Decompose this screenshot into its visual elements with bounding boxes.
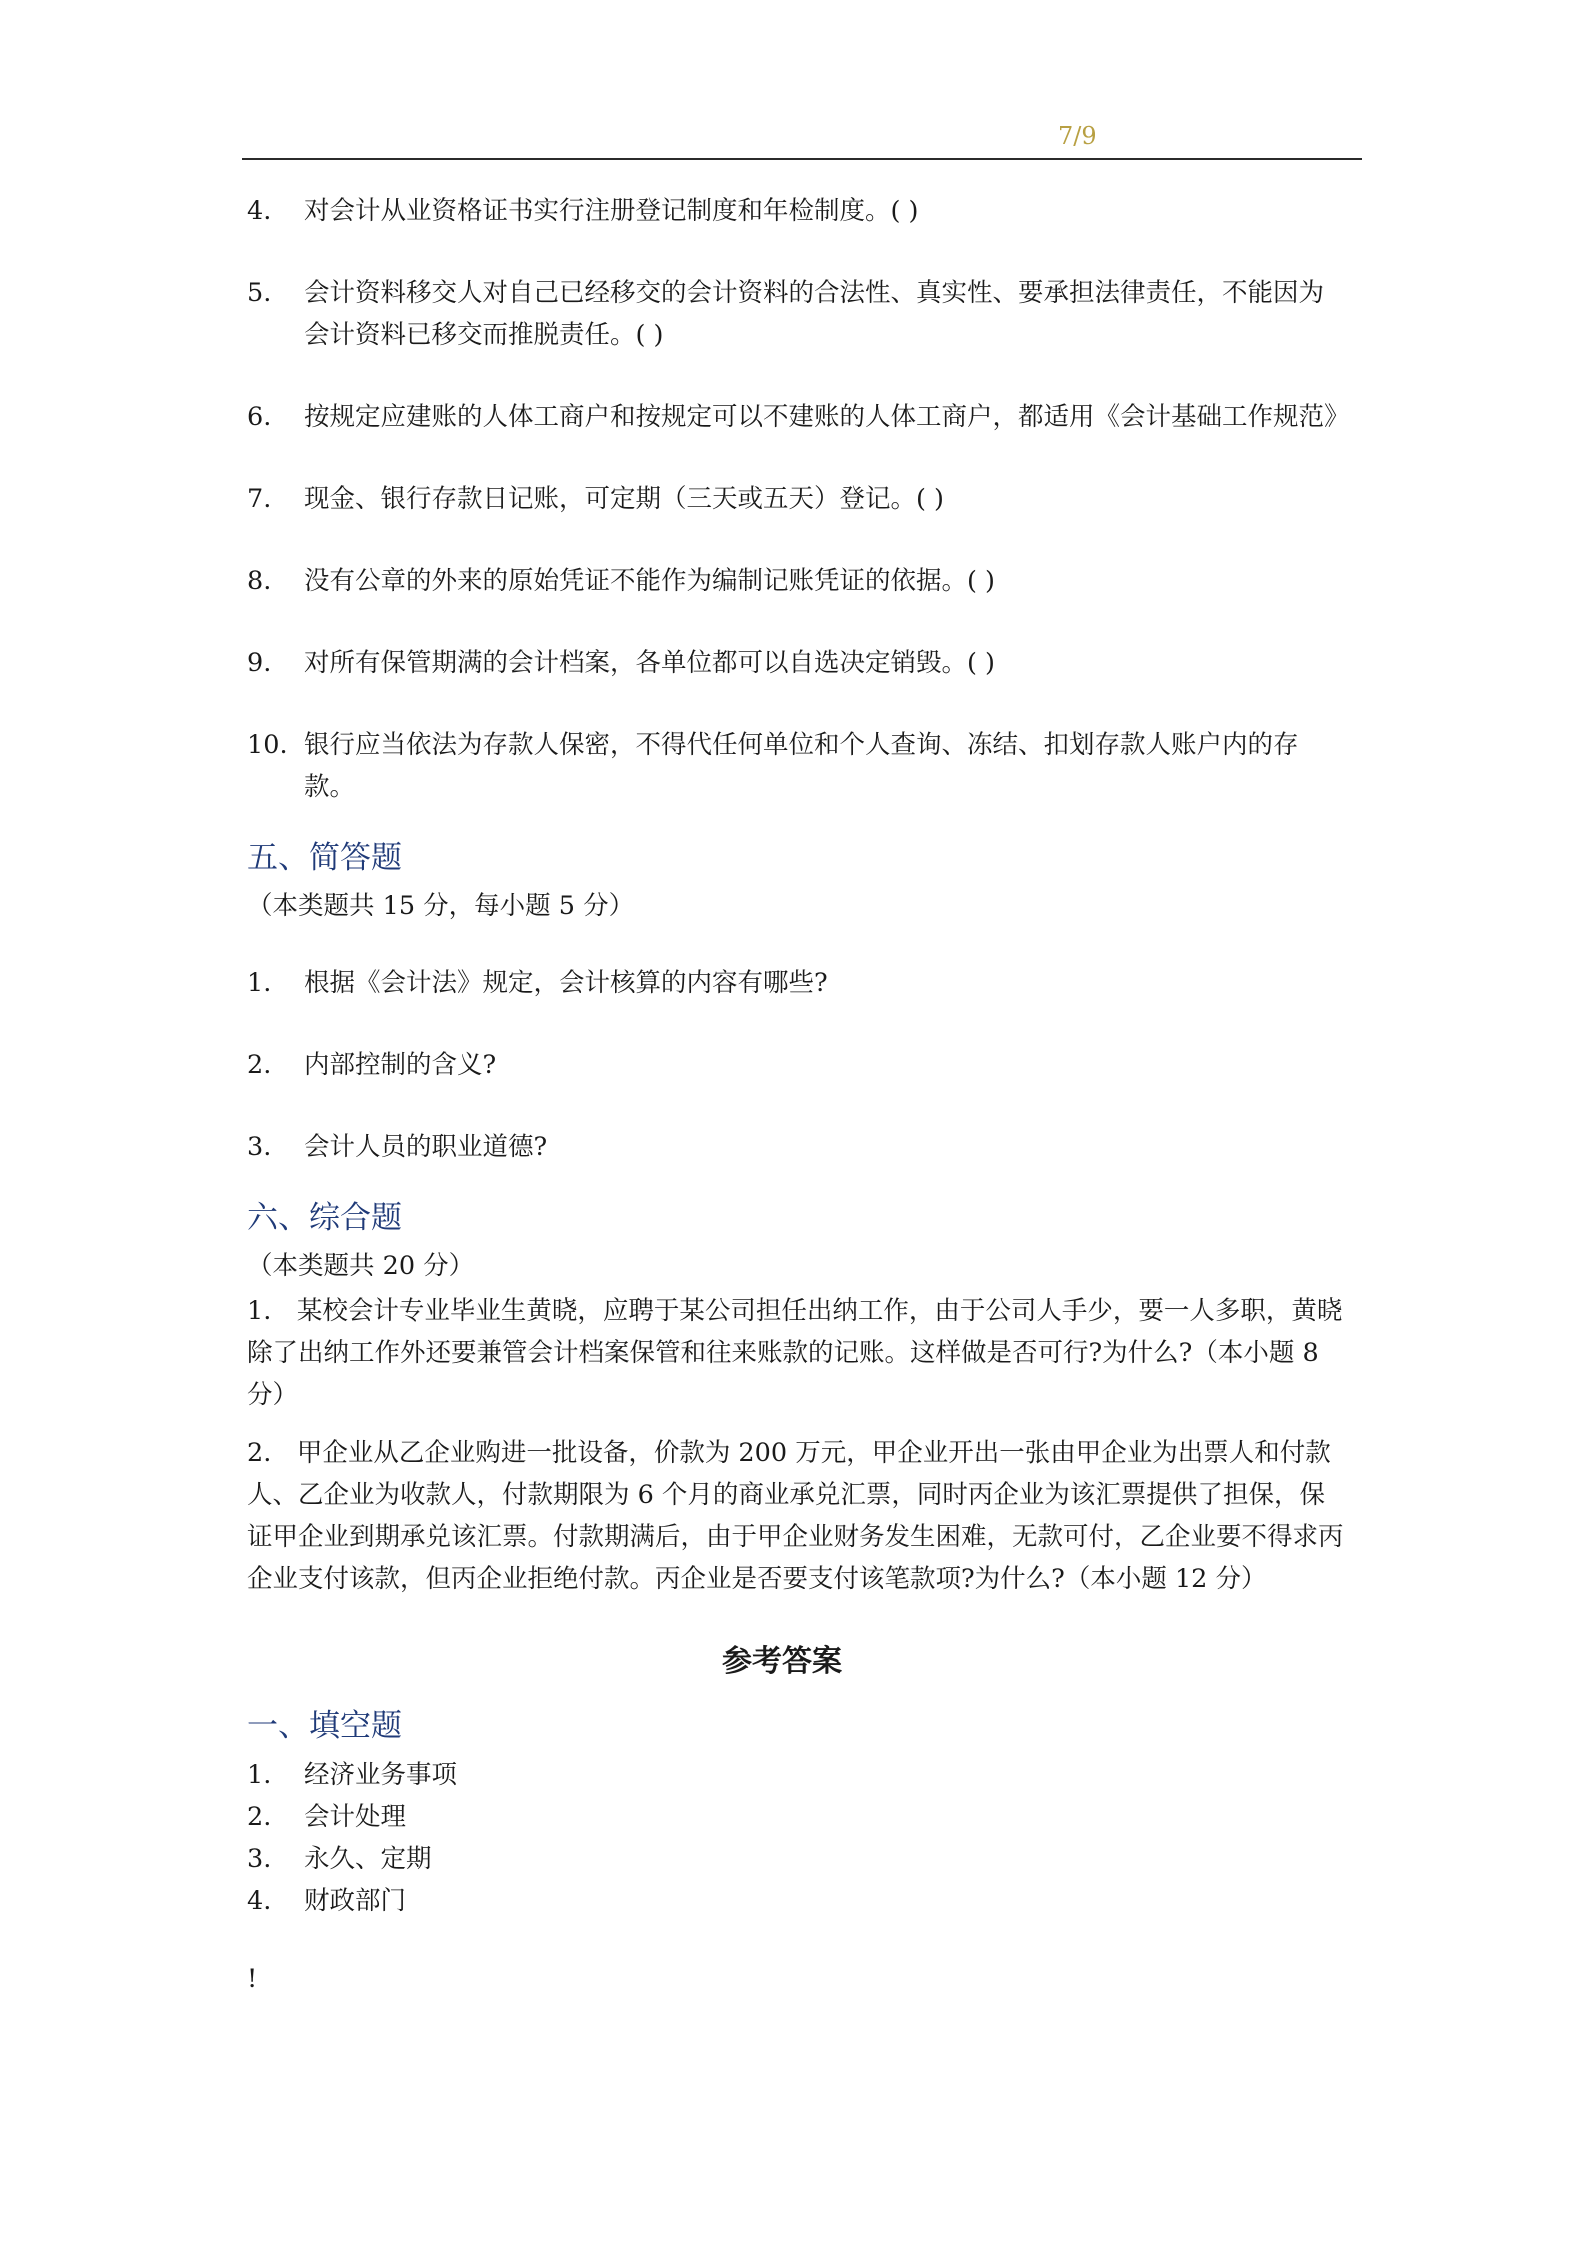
list-item <box>247 272 1347 356</box>
question-number: 2. <box>247 1050 272 1080</box>
answer-text: 永久、定期 <box>304 1844 432 1874</box>
answer-list <box>247 1754 1347 1922</box>
question-number: 10. <box>247 730 288 760</box>
tf-question-list <box>247 190 1350 808</box>
question-number: 1. <box>247 968 272 998</box>
question-text: 按规定应建账的人体工商户和按规定可以不建账的人体工商户，都适用《会计基础工作规范》 <box>304 402 1350 432</box>
answer-text: 财政部门 <box>304 1886 407 1916</box>
list-item <box>247 478 1347 520</box>
question-text: 根据《会计法》规定，会计核算的内容有哪些? <box>304 968 828 998</box>
answer-number: 3. <box>247 1844 272 1874</box>
question-text: 会计人员的职业道德? <box>304 1132 548 1162</box>
question-text: 对会计从业资格证书实行注册登记制度和年检制度。( ) <box>304 196 919 226</box>
question-number: 3. <box>247 1132 272 1162</box>
question-number: 9. <box>247 648 272 678</box>
answer-number: 1. <box>247 1760 272 1790</box>
answer-text: 会计处理 <box>304 1802 407 1832</box>
list-item <box>247 1880 1347 1922</box>
section-comprehensive <box>247 1194 1347 1600</box>
list-item <box>247 1754 1347 1796</box>
reference-answers <box>247 1638 1347 2000</box>
question-text: 会计资料移交人对自己已经移交的会计资料的合法性、真实性、要承担法律责任，不能因为会计资料已移交而推脱责任。( ) <box>304 278 1325 350</box>
question-text: 对所有保管期满的会计档案，各单位都可以自选决定销毁。( ) <box>304 648 996 678</box>
answer-number: 4. <box>247 1886 272 1916</box>
section-title: 一、填空题 <box>247 1708 402 1744</box>
question-number: 7. <box>247 484 272 514</box>
question-text: 内部控制的含义? <box>304 1050 497 1080</box>
question-text: 银行应当依法为存款人保密，不得代任何单位和个人查询、冻结、扣划存款人账户内的存款。 <box>304 730 1299 802</box>
question-number: 8. <box>247 566 272 596</box>
page-header <box>242 118 1362 160</box>
question-number: 6. <box>247 402 272 432</box>
answers-title: 参考答案 <box>722 1644 842 1679</box>
question-number: 5. <box>247 278 272 308</box>
question-text: 没有公章的外来的原始凭证不能作为编制记账凭证的依据。( ) <box>304 566 996 596</box>
list-item <box>247 962 1347 1004</box>
page-content <box>247 190 1350 2000</box>
page-number: 7/9 <box>1058 122 1097 150</box>
list-item <box>247 1126 1347 1168</box>
list-item <box>247 560 1347 602</box>
section-note: （本类题共 15 分，每小题 5 分） <box>247 891 635 921</box>
answer-number: 2. <box>247 1802 272 1832</box>
section-title: 六、综合题 <box>247 1200 402 1236</box>
comprehensive-question-1: 1. 某校会计专业毕业生黄晓，应聘于某公司担任出纳工作，由于公司人手少，要一人多职，黄晓除了出纳工作外还要兼管会计档案保管和往来账款的记账。这样做是否可行?为什么?（本小题 8 分） <box>247 1296 1343 1410</box>
list-item <box>247 190 1347 232</box>
section-title: 五、简答题 <box>247 840 402 876</box>
trailing-mark: ! <box>247 1964 258 1994</box>
list-item <box>247 396 1350 438</box>
list-item <box>247 1838 1347 1880</box>
list-item <box>247 642 1347 684</box>
answer-text: 经济业务事项 <box>304 1760 458 1790</box>
section-note: （本类题共 20 分） <box>247 1251 475 1281</box>
list-item <box>247 1796 1347 1838</box>
section-short-answer <box>247 834 1347 1168</box>
list-item <box>247 724 1347 808</box>
question-text: 现金、银行存款日记账，可定期（三天或五天）登记。( ) <box>304 484 945 514</box>
question-number: 4. <box>247 196 272 226</box>
list-item <box>247 1044 1347 1086</box>
comprehensive-question-2: 2. 甲企业从乙企业购进一批设备，价款为 200 万元，甲企业开出一张由甲企业为出票人和付款人、乙企业为收款人，付款期限为 6 个月的商业承兑汇票，同时丙企业为该汇票提供了担保，保证甲企业到期承兑该汇票。付款期满后，由于甲企业财务发生困难，无款可付，乙企业要不得求丙企业支付该款，但丙企业拒绝付款。丙企业是否要支付该笔款项?为什么?（本小题 12 分） <box>247 1438 1344 1594</box>
